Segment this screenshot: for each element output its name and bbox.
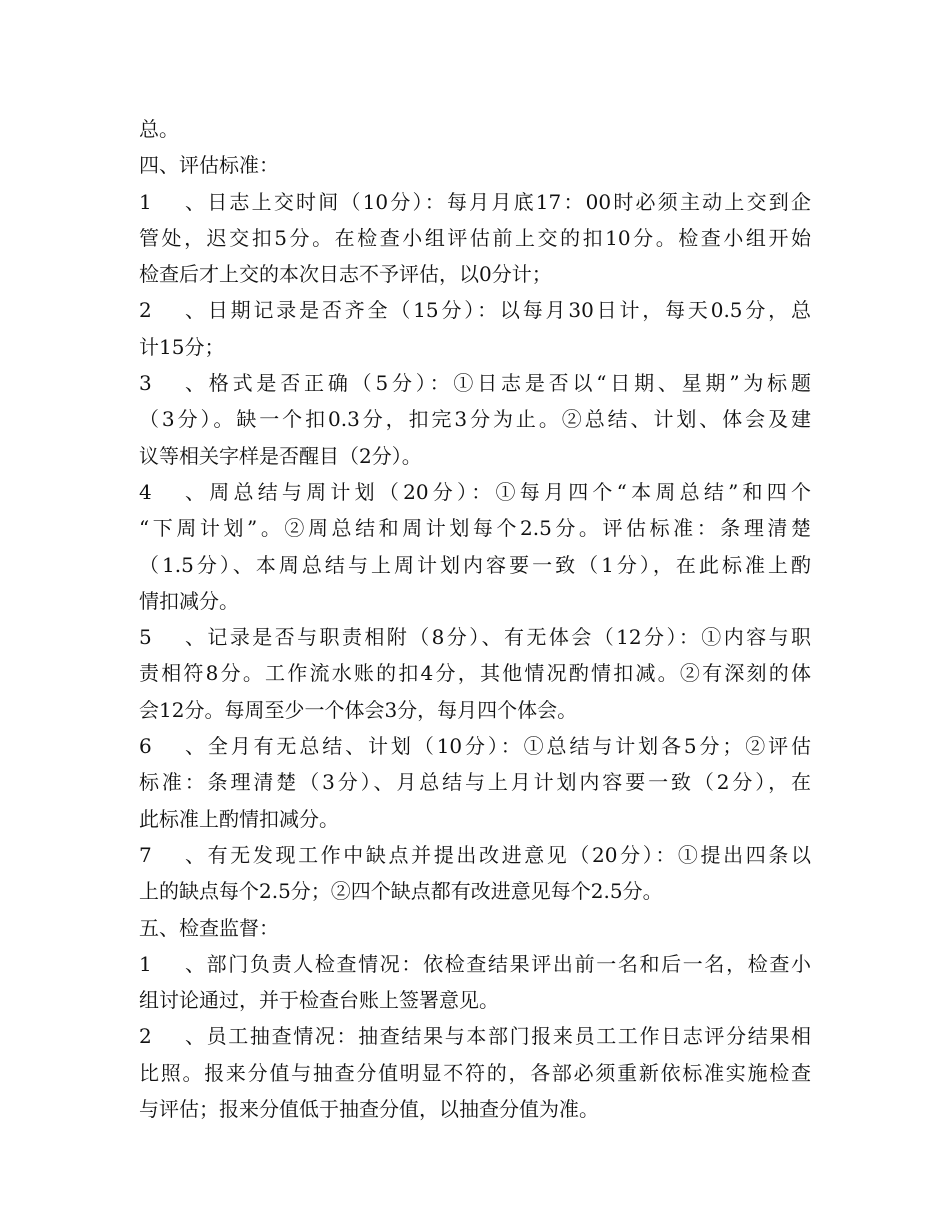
text-line: 会12分。每周至少一个体会3分，每月四个体会。	[139, 697, 578, 722]
section-heading: 五、检查监督：	[139, 915, 279, 940]
text-line: 此标准上酌情扣减分。	[139, 806, 339, 831]
text-line: 计15分；	[139, 334, 225, 359]
text-line: 上的缺点每个2.5分；②四个缺点都有改进意见每个2.5分。	[139, 879, 663, 904]
item-number: 3、	[139, 371, 205, 396]
item-number: 1、	[139, 951, 205, 976]
text-line: 与评估；报来分值低于抽查分值，以抽查分值为准。	[139, 1097, 599, 1122]
item-number: 6、	[139, 734, 205, 759]
text-line: 情扣减分。	[139, 588, 239, 613]
item-number: 1、	[139, 189, 205, 214]
text-line: 4、周总结与周计划（20分）：①每月四个“本周总结”和四个	[139, 474, 811, 510]
text-line: 责相符8分。工作流水账的扣4分，其他情况酌情扣减。②有深刻的体	[139, 661, 811, 686]
item-number: 7、	[139, 842, 205, 867]
text-line: 总。	[139, 117, 179, 141]
text-line: “下周计划”。②周总结和周计划每个2.5分。评估标准：条理清楚	[139, 516, 811, 541]
text-line: 2、员工抽查情况：抽查结果与本部门报来员工工作日志评分结果相	[139, 1018, 811, 1054]
item-number: 4、	[139, 479, 205, 504]
text-line: 议等相关字样是否醒目（2分）。	[139, 443, 422, 468]
item-number: 2、	[139, 298, 205, 323]
text-line: 5、记录是否与职责相附（8分）、有无体会（12分）：①内容与职	[139, 619, 811, 655]
document-page	[139, 111, 811, 1127]
text-line: 比照。报来分值与抽查分值明显不符的，各部必须重新依标准实施检查	[139, 1060, 811, 1085]
text-line: （3分）。缺一个扣0.3分，扣完3分为止。②总结、计划、体会及建	[139, 407, 811, 432]
item-number: 5、	[139, 625, 205, 650]
text-line: 管处，迟交扣5分。在检查小组评估前上交的扣10分。检查小组开始	[139, 225, 811, 250]
text-line: 1、日志上交时间（10分）：每月月底17：00时必须主动上交到企	[139, 184, 811, 220]
text-line: （1.5分）、本周总结与上周计划内容要一致（1分），在此标准上酌	[139, 552, 811, 577]
item-number: 2、	[139, 1024, 205, 1049]
text-line: 检查后才上交的本次日志不予评估，以0分计；	[139, 262, 552, 287]
text-line: 1、部门负责人检查情况：依检查结果评出前一名和后一名，检查小	[139, 946, 811, 982]
text-line: 7、有无发现工作中缺点并提出改进意见（20分）：①提出四条以	[139, 837, 811, 873]
text-line: 6、全月有无总结、计划（10分）：①总结与计划各5分；②评估	[139, 728, 811, 764]
section-heading: 四、评估标准：	[139, 153, 279, 178]
text-line: 3、格式是否正确（5分）：①日志是否以“日期、星期”为标题	[139, 365, 811, 401]
text-line: 标准：条理清楚（3分）、月总结与上月计划内容要一致（2分），在	[139, 770, 811, 795]
text-line: 2、日期记录是否齐全（15分）：以每月30日计，每天0.5分，总	[139, 292, 811, 328]
text-line: 组讨论通过，并于检查台账上签署意见。	[139, 988, 499, 1013]
